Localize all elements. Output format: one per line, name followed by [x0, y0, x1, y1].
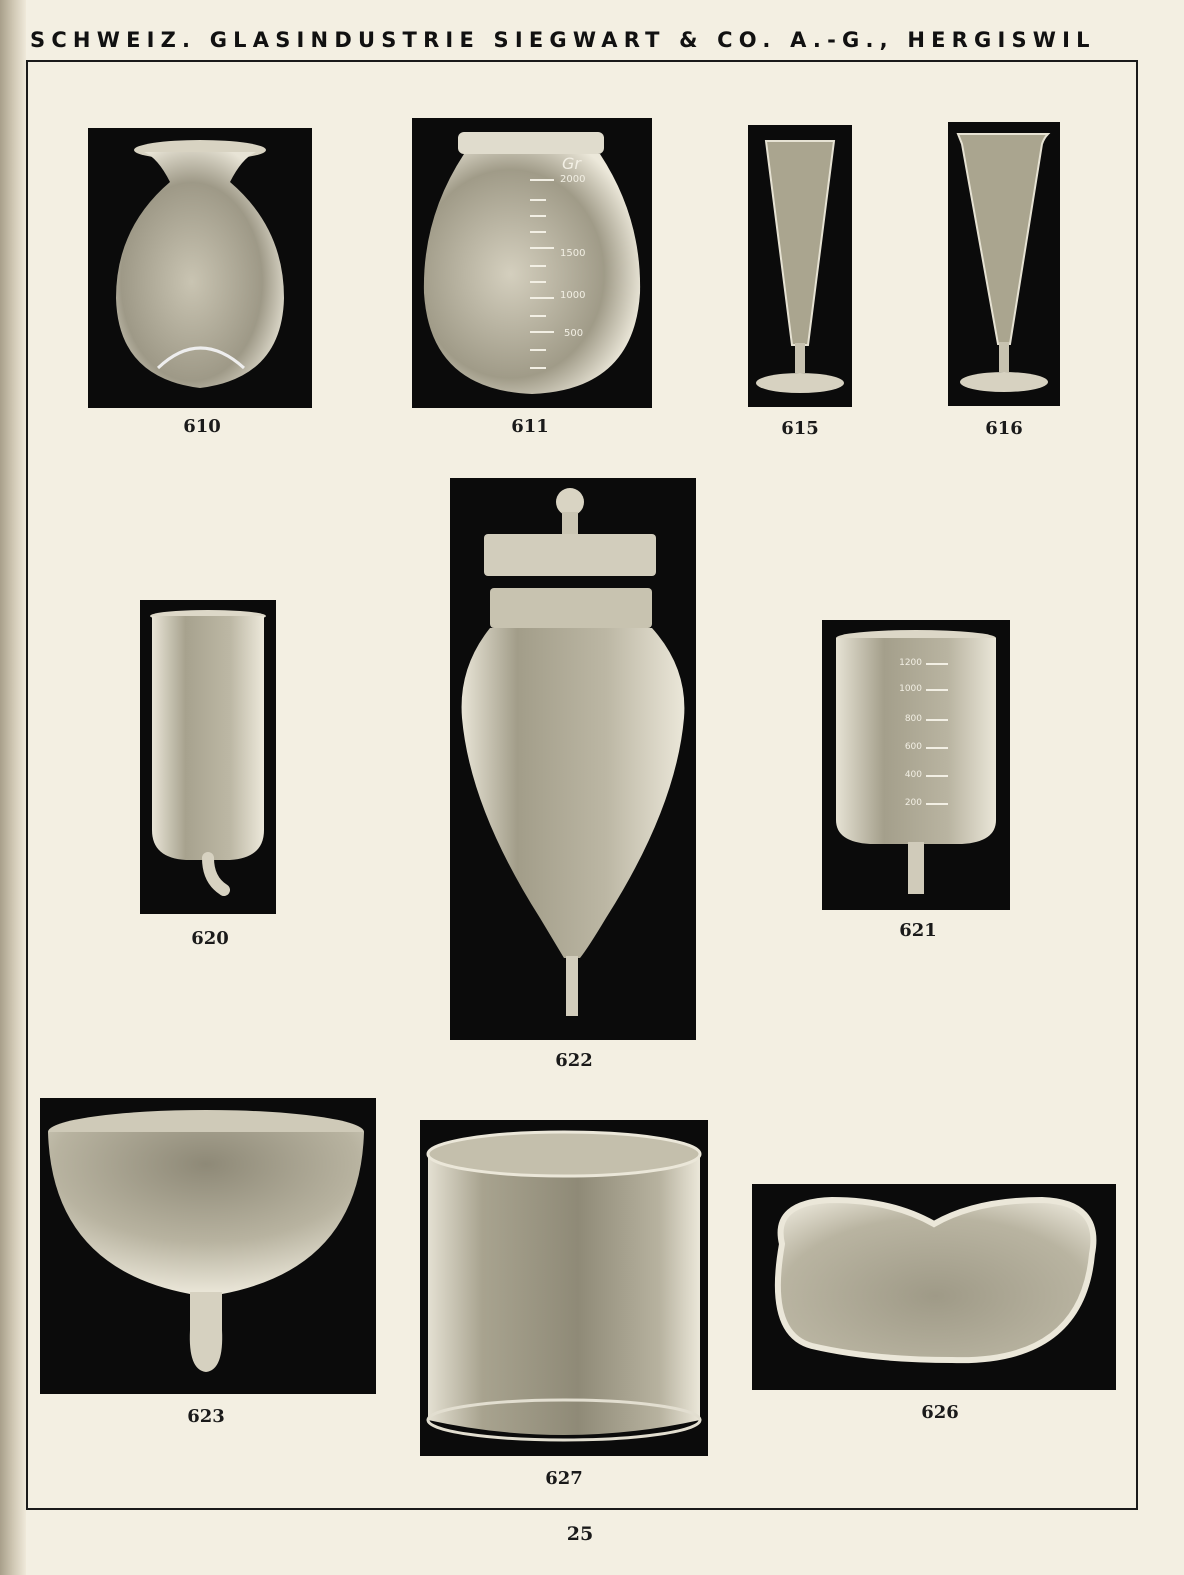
item-number-626: 626 [921, 1402, 959, 1423]
page-number: 25 [566, 1523, 594, 1545]
measure-mark-unit: Gr [562, 154, 581, 173]
item-number-610: 610 [183, 416, 221, 437]
item-number-627: 627 [545, 1468, 583, 1489]
binding-shadow [0, 0, 26, 1575]
measure-mark: 600 [904, 742, 922, 752]
catalog-header: SCHWEIZ. GLASINDUSTRIE SIEGWART & CO. A.-G., HERGISWIL [30, 28, 1096, 52]
measure-mark: 800 [904, 714, 922, 724]
measure-mark: 1000 [560, 290, 586, 301]
measure-mark: 1500 [560, 248, 586, 259]
product-photo-626 [752, 1184, 1116, 1390]
product-photo-622 [450, 478, 696, 1040]
item-number-620: 620 [191, 928, 229, 949]
item-number-616: 616 [985, 418, 1023, 439]
product-photo-616 [948, 122, 1060, 406]
item-number-615: 615 [781, 418, 819, 439]
item-number-622: 622 [555, 1050, 593, 1071]
measure-mark: 1000 [899, 684, 922, 694]
product-photo-623 [40, 1098, 376, 1394]
item-number-621: 621 [899, 920, 937, 941]
measure-mark: 400 [904, 770, 922, 780]
measure-mark: 500 [564, 328, 584, 339]
product-photo-610 [88, 128, 312, 408]
item-number-611: 611 [511, 416, 549, 437]
product-photo-620 [140, 600, 276, 914]
measure-mark: 1200 [899, 658, 922, 668]
measure-mark: 2000 [560, 174, 586, 185]
measure-mark: 200 [904, 798, 922, 808]
item-number-623: 623 [187, 1406, 225, 1427]
product-photo-627 [420, 1120, 708, 1456]
product-photo-615 [748, 125, 852, 407]
